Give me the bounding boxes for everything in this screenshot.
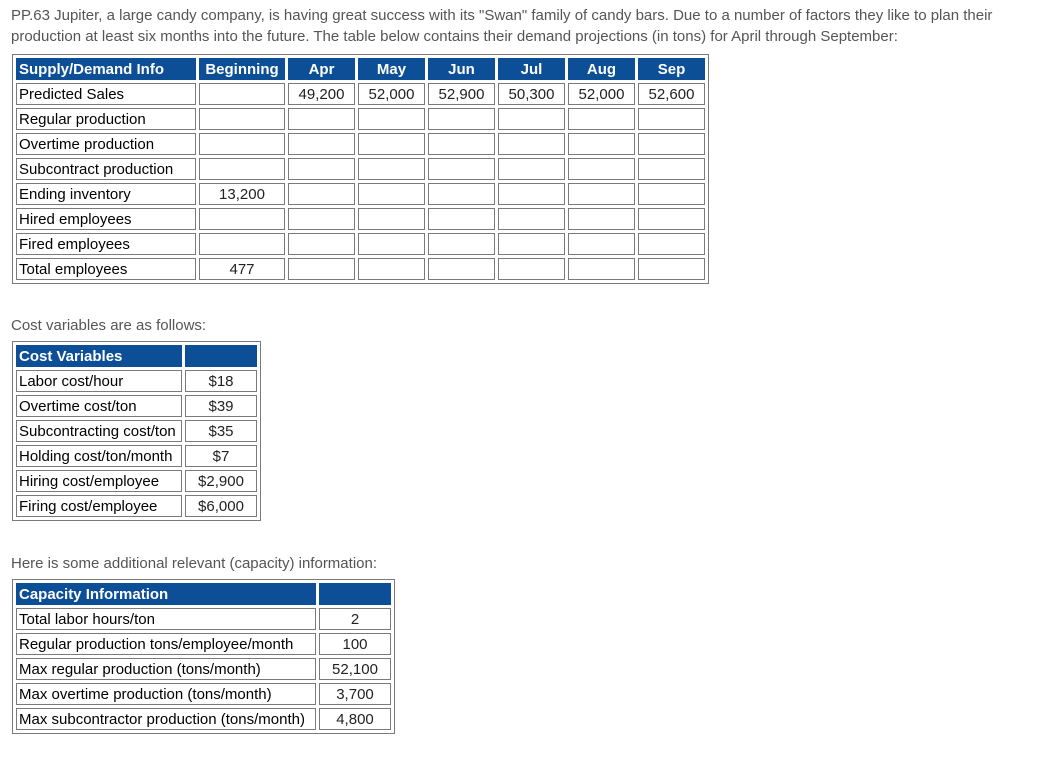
header-jun: Jun	[428, 58, 495, 80]
table-row	[16, 420, 257, 442]
cell-beginning	[199, 108, 285, 130]
cell-value: $35	[185, 420, 257, 442]
cell-jul	[498, 233, 565, 255]
header-value	[185, 345, 257, 367]
cell-value: $18	[185, 370, 257, 392]
cell-beginning	[199, 158, 285, 180]
cell-jul	[498, 133, 565, 155]
cell-beginning: 477	[199, 258, 285, 280]
header-sep: Sep	[638, 58, 705, 80]
cell-jun	[428, 233, 495, 255]
cell-beginning	[199, 233, 285, 255]
header-cost-variables: Cost Variables	[16, 345, 182, 367]
row-label: Hired employees	[16, 208, 196, 230]
cell-aug	[568, 183, 635, 205]
cell-apr	[288, 108, 355, 130]
cell-sep	[638, 133, 705, 155]
cell-may	[358, 258, 425, 280]
cell-aug	[568, 208, 635, 230]
table-header-row	[16, 58, 705, 80]
cell-beginning: 13,200	[199, 183, 285, 205]
row-label: Subcontract production	[16, 158, 196, 180]
table-row	[16, 708, 391, 730]
cell-aug	[568, 158, 635, 180]
cell-sep	[638, 158, 705, 180]
row-label: Regular production	[16, 108, 196, 130]
cell-value: 4,800	[319, 708, 391, 730]
header-apr: Apr	[288, 58, 355, 80]
cell-may	[358, 233, 425, 255]
cell-value: 3,700	[319, 683, 391, 705]
table-row	[16, 395, 257, 417]
cell-sep	[638, 108, 705, 130]
table-header-row	[16, 345, 257, 367]
cell-apr	[288, 183, 355, 205]
header-supply-demand-info: Supply/Demand Info	[16, 58, 196, 80]
cell-jul	[498, 258, 565, 280]
cell-apr	[288, 258, 355, 280]
row-label: Holding cost/ton/month	[16, 445, 182, 467]
table-row	[16, 495, 257, 517]
table-header-row	[16, 583, 391, 605]
cell-aug	[568, 258, 635, 280]
capacity-information-table	[12, 579, 395, 734]
table-row	[16, 683, 391, 705]
cell-value: $6,000	[185, 495, 257, 517]
cell-apr	[288, 158, 355, 180]
header-value	[319, 583, 391, 605]
cell-beginning	[199, 208, 285, 230]
table-row	[16, 470, 257, 492]
cell-sep	[638, 233, 705, 255]
table-row	[16, 233, 705, 255]
cell-jul	[498, 158, 565, 180]
cell-sep	[638, 258, 705, 280]
table-row	[16, 158, 705, 180]
table-row	[16, 108, 705, 130]
cost-variables-table	[12, 341, 261, 521]
cell-value: 52,100	[319, 658, 391, 680]
table-row	[16, 445, 257, 467]
cell-may	[358, 183, 425, 205]
cell-apr: 49,200	[288, 83, 355, 105]
supply-demand-table	[12, 54, 709, 284]
cell-aug	[568, 108, 635, 130]
row-label: Total labor hours/ton	[16, 608, 316, 630]
row-label: Ending inventory	[16, 183, 196, 205]
cell-sep	[638, 208, 705, 230]
cell-jun: 52,900	[428, 83, 495, 105]
cell-apr	[288, 133, 355, 155]
cell-aug: 52,000	[568, 83, 635, 105]
row-label: Regular production tons/employee/month	[16, 633, 316, 655]
cell-value: $2,900	[185, 470, 257, 492]
cost-caption: Cost variables are as follows:	[11, 317, 207, 334]
row-label: Labor cost/hour	[16, 370, 182, 392]
header-beginning: Beginning	[199, 58, 285, 80]
header-may: May	[358, 58, 425, 80]
cell-value: 100	[319, 633, 391, 655]
capacity-caption: Here is some additional relevant (capacity) information:	[11, 555, 377, 572]
table-row	[16, 183, 705, 205]
table-row	[16, 658, 391, 680]
cell-value: $39	[185, 395, 257, 417]
cell-apr	[288, 208, 355, 230]
cell-jun	[428, 208, 495, 230]
row-label: Overtime production	[16, 133, 196, 155]
row-label: Subcontracting cost/ton	[16, 420, 182, 442]
problem-intro: PP.63 Jupiter, a large candy company, is having great success with its "Swan" family of candy bars. Due to a number of factors they like to plan their production at least six months into the future. The table below contains their demand projections (in tons) for April through September:	[11, 7, 993, 45]
cell-may	[358, 108, 425, 130]
table-row	[16, 608, 391, 630]
cell-jul	[498, 183, 565, 205]
cell-aug	[568, 233, 635, 255]
cell-value: 2	[319, 608, 391, 630]
row-label: Max overtime production (tons/month)	[16, 683, 316, 705]
table-row	[16, 208, 705, 230]
cell-jun	[428, 258, 495, 280]
cell-jun	[428, 133, 495, 155]
cell-sep	[638, 183, 705, 205]
cell-may	[358, 133, 425, 155]
header-capacity-information: Capacity Information	[16, 583, 316, 605]
cell-sep: 52,600	[638, 83, 705, 105]
row-label: Fired employees	[16, 233, 196, 255]
cell-jul: 50,300	[498, 83, 565, 105]
row-label: Predicted Sales	[16, 83, 196, 105]
cell-value: $7	[185, 445, 257, 467]
cell-may	[358, 208, 425, 230]
cell-may	[358, 158, 425, 180]
header-aug: Aug	[568, 58, 635, 80]
row-label: Firing cost/employee	[16, 495, 182, 517]
cell-jun	[428, 183, 495, 205]
cell-beginning	[199, 83, 285, 105]
cell-apr	[288, 233, 355, 255]
row-label: Max subcontractor production (tons/month)	[16, 708, 316, 730]
table-row	[16, 83, 705, 105]
table-row	[16, 370, 257, 392]
cell-may: 52,000	[358, 83, 425, 105]
table-row	[16, 133, 705, 155]
header-jul: Jul	[498, 58, 565, 80]
row-label: Max regular production (tons/month)	[16, 658, 316, 680]
row-label: Hiring cost/employee	[16, 470, 182, 492]
cell-beginning	[199, 133, 285, 155]
cell-jun	[428, 108, 495, 130]
cell-jul	[498, 108, 565, 130]
cell-jun	[428, 158, 495, 180]
row-label: Total employees	[16, 258, 196, 280]
table-row	[16, 633, 391, 655]
cell-aug	[568, 133, 635, 155]
cell-jul	[498, 208, 565, 230]
table-row	[16, 258, 705, 280]
row-label: Overtime cost/ton	[16, 395, 182, 417]
